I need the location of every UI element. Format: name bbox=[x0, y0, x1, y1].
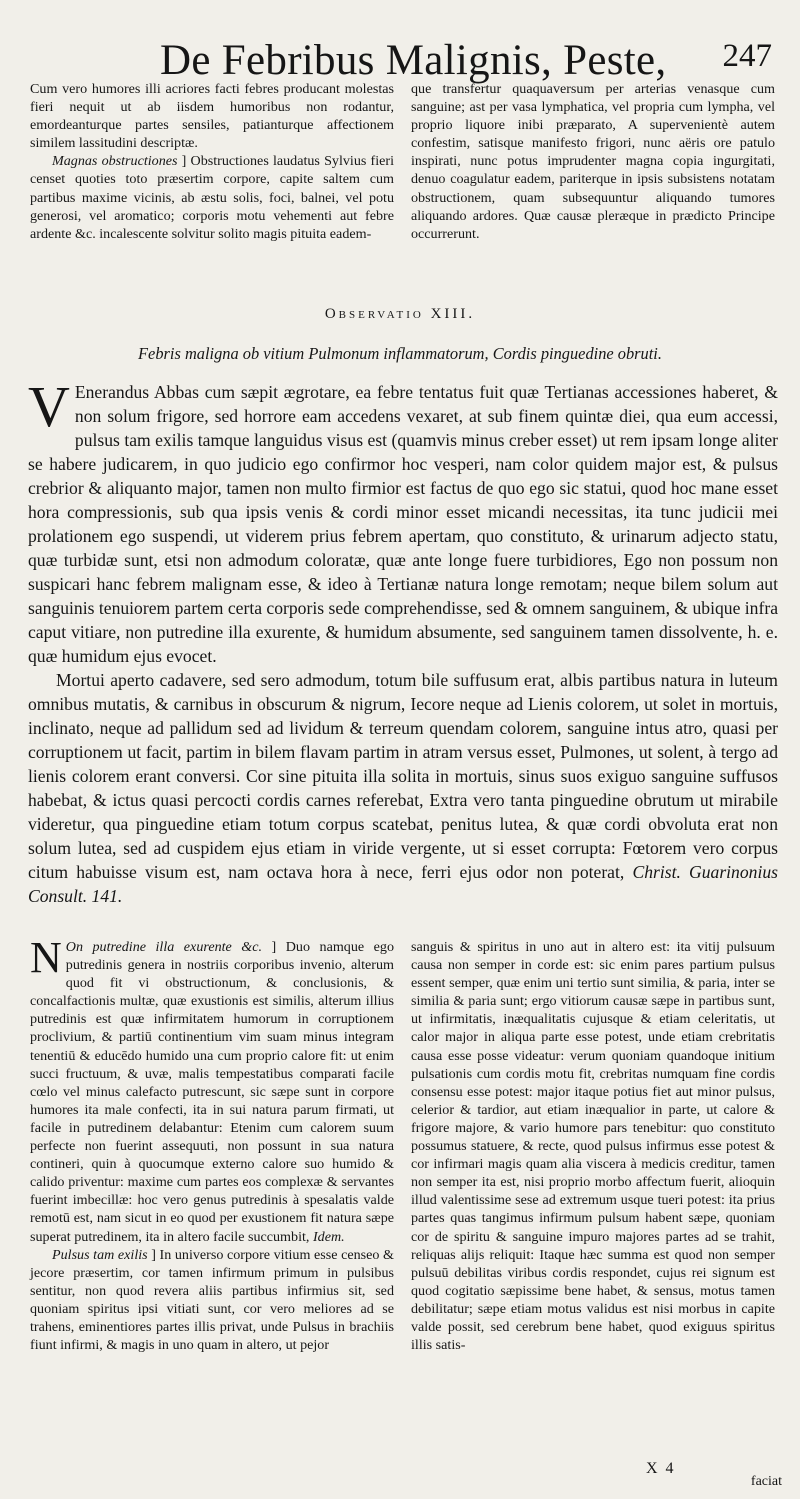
citation: Idem. bbox=[312, 1228, 345, 1245]
bottom-left-column bbox=[30, 933, 394, 1458]
top-left-paragraph-1: Cum vero humores illi acriores facti febres producant molestas fieri nequit ut ab iisdem humoribus non rodantur, emordeanturque partes sensiles, patianturque affectionem similem lassitudini descriptæ. bbox=[30, 81, 394, 152]
lemma: Magnas obstructiones bbox=[52, 153, 178, 170]
bottom-right-column bbox=[411, 938, 775, 1458]
main-paragraph-1-text: Enerandus Abbas cum sæpit ægrotare, ea febre tentatus fuit quæ Tertianas accessiones haberet, & non solum frigore, sed horrore eam accedens vexaret, at sub finem quintæ diei, qua eum accessi, pulsus tam exilis tamque languidus visus est (quamvis minus creber esset) ut rem ipsam longe aliter se habere judicarem, in quo judicio ego confirmor hoc vesperi, nam color quidem major est, & pulsus crebrior & aliquanto major, tamen non multo firmior est factus de quo ego sic statui, quod hoc mane esset hora compressionis, sub qua ipsis venis & cordi minor esset micandi necessitas, ita tunc judicii mei prolationem ego suspendi, ut viderem prius febrem apertam, quo constituto, & urinarum adjecto statu, quæ turbidæ sunt, etsi non admodum coloratæ, quæ ante longe fuere turbidiores, Ego non possum non suspicari hanc febrem malignam esse, & ideo à Tertianæ natura longe remotam; neque bilem solum aut sanguinis tenuiorem partem certa corporis sede comprehendisse, sed & omnem sanguinem, & ubique infra caput vitiare, non putredine illa exurente, & humidum absumente, sed sanguinem tamen dissolvente, h. e. quæ humidum ejus evocet. bbox=[28, 382, 778, 666]
top-right-paragraph-1: que transfertur quaquaversum per arterias venasque cum sanguine; ast per vasa lymphatica, vel propria cum lympha, vel proprio liquore inibi præparato, A supervenientè autem confestim, satisque manifesto frigori, nunc aëris ore patulo inspirati, nunc potus imprudenter magna copia ingurgitati, denuo coagulatur eadem, pariterque in ipsis subsistens notatam obstructionem, quam subsequuntur aliquando tumores aliquando ardores. Quæ causæ pleræque in prædicto Principe occurrerunt. bbox=[411, 81, 775, 242]
commentary-text: ] Obstructiones laudatus Sylvius fieri censet quoties toto præsertim corpore, capite saltem cum partibus maxime vicinis, ab æstu solis, foci, balnei, vel potu generosi, vel aromatico; corporis motu vehementi aut febre ardente &c. incalescente solvitur solito magis pituita eadem- bbox=[30, 153, 394, 242]
bottom-left-paragraph-2 bbox=[30, 1246, 394, 1355]
commentary-text: ] In universo corpore vitium esse censeo & jecore præsertim, cor tamen infirmum primum in pulsibus sentitur, non quod revera aliis partibus infirmius sit, sed quoniam spiritus ipsi vitiati sunt, cor vero meliores ad se trahens, eminentiores partes illis privat, unde Pulsus in brachiis fiunt infirmi, & magis in uno quam in altero, ut pejor bbox=[30, 1246, 394, 1354]
observation-heading: Observatio XIII. bbox=[324, 306, 476, 322]
lemma: Pulsus tam exilis bbox=[52, 1246, 148, 1263]
main-paragraph-2-text: Mortui aperto cadavere, sed sero admodum, totum bile suffusum erat, albis partibus natura in luteum omnibus mutatis, & carnibus in obscurum & nigrum, Iecore neque ad Lienis colorem, ut solet in mortuis, inclinato, neque ad pallidum sed ad lividum & terreum quendam colorem, sanguine intus atro, quasi per corruptionem ut facit, partim in bilem flavam partim in atram versus esset, Pulmones, ut solent, à tergo ad lienis colorem erant conversi. Cor sine pituita illa solita in mortuis, sinus suos exiguo sanguine suffusos habebat, & ictus quasi percocti cordis carnes referebat, Extra vero tanta pinguedine obrutum ut mirabile videretur, qua pinguedine etiam totum corpus scatebat, penitus lutea, & quæ cordi obvoluta erat non solum lutea, sed ad cuspidem ejus etiam in viride vergente, ut si esset corrupta: Fœtorem vero corpus citum habuisse visum est, nam octava hora à nece, ferri ejus odor non poterat, bbox=[28, 670, 778, 882]
drop-cap: N bbox=[30, 933, 62, 982]
bottom-right-paragraph-1: sanguis & spiritus in uno aut in altero est: ita vitij pulsuum causa non semper in corde est: sic enim pares partium pulsus essent semper, quæ enim uni tertio sunt similia, & paria, inter se similia & paria sunt; ergo vitiorum causæ sæpe in partibus sunt, ut infirmitatis, inæqualitatis cujusque & etiam celeritatis, ut calor major in aliqua parte esse potest, unde etiam crebritatis causa esse posse videatur: verum quoniam quandoque initium pulsationis cum cordis motu fit, crebritas numquam fine cordis consensu esse potest: major itaque potius fiet aut minor pulsus, celerior & tardior, aut etiam inæqualior in parte, ut calore & frigore majore, & vario humore pars tenebitur: quo constituto possumus statuere, & recte, quod pulsus infirmus esse potest & cor infirmari magis quam alia viscera à medicis creditur, tamen non semper ita est, nisi proprio morbo affectum fuerit, alioquin illud valentissime sese ad extremum usque tueri potest: ita prius partes quas tangimus infirmum pulsum habent sæpe, quoniam cor de spiritu & sanguine impuro majores partes ad se trahit, reliquas alijs reliquit: Itaque hæc summa est quod non semper pulsuū debilitas viribus cordis respondet, cujus rei signum est quod cogitatio sæpissime bene habet, & sensus, motus tamen debilitatur; sæpe etiam motus validus est nisi morbus in capite valde possit, sed cerebrum bene habet, quod exiguus spiritus illis satis- bbox=[411, 939, 775, 1354]
drop-cap: V bbox=[28, 374, 70, 439]
catchword: faciat bbox=[750, 1474, 782, 1489]
top-left-paragraph-2 bbox=[30, 152, 394, 242]
lemma: On putredine illa exurente &c. bbox=[65, 939, 263, 955]
observation-subtitle: Febris maligna ob vitium Pulmonum inflammatorum, Cordis pinguedine obruti. bbox=[138, 344, 662, 363]
citation: Christ. Guarinonius Consult. 141. bbox=[28, 862, 778, 906]
top-columns bbox=[30, 80, 775, 270]
main-paragraph-2 bbox=[28, 668, 778, 908]
signature-mark: X 4 bbox=[646, 1460, 676, 1477]
main-text bbox=[28, 374, 778, 908]
top-left-column bbox=[30, 80, 394, 270]
main-paragraph-1 bbox=[28, 374, 778, 668]
commentary-text: ] Duo namque ego putredinis genera in nostriis corporibus invenio, alterum quod fit vi obstructionum, & conclusionis, & concalfactionis multæ, quæ exustionis est similis, alterum illius putredinis est quæ infirmitatem humorum in corruptionem proclivium, & partiū continentium vim suam minus integram tenentiū & educēdo humido una cum proprio calore fit: ut enim succi fructuum, & uvæ, malis tempestatibus comparati facile cœlo vel minus calefacto putrescunt, sic sæpe sunt in corpore humores ita male confecti, ita in sui natura parum firmati, ut facile in putredinem delabantur: Etenim cum calorem suum perfecte non fuerint assequuti, non possunt in sua natura contineri, quin à quocumque externo calore suo humido & calido priventur: maxime cum partes eos complexæ & servantes fuerint imbecillæ: hoc vero genus putredinis à spesalatis valde remotū est, nam sicut in eo quod per exustionem fit natura sæpe superat putredinem, ita in altero facile succumbit, bbox=[30, 939, 394, 1245]
section-divider bbox=[28, 928, 776, 929]
top-right-column bbox=[411, 80, 775, 270]
page-number: 247 bbox=[722, 38, 772, 74]
bottom-left-paragraph-1 bbox=[30, 933, 394, 1246]
running-title: De Febribus Malignis, Peste, bbox=[160, 37, 667, 84]
bottom-columns bbox=[30, 933, 775, 1458]
